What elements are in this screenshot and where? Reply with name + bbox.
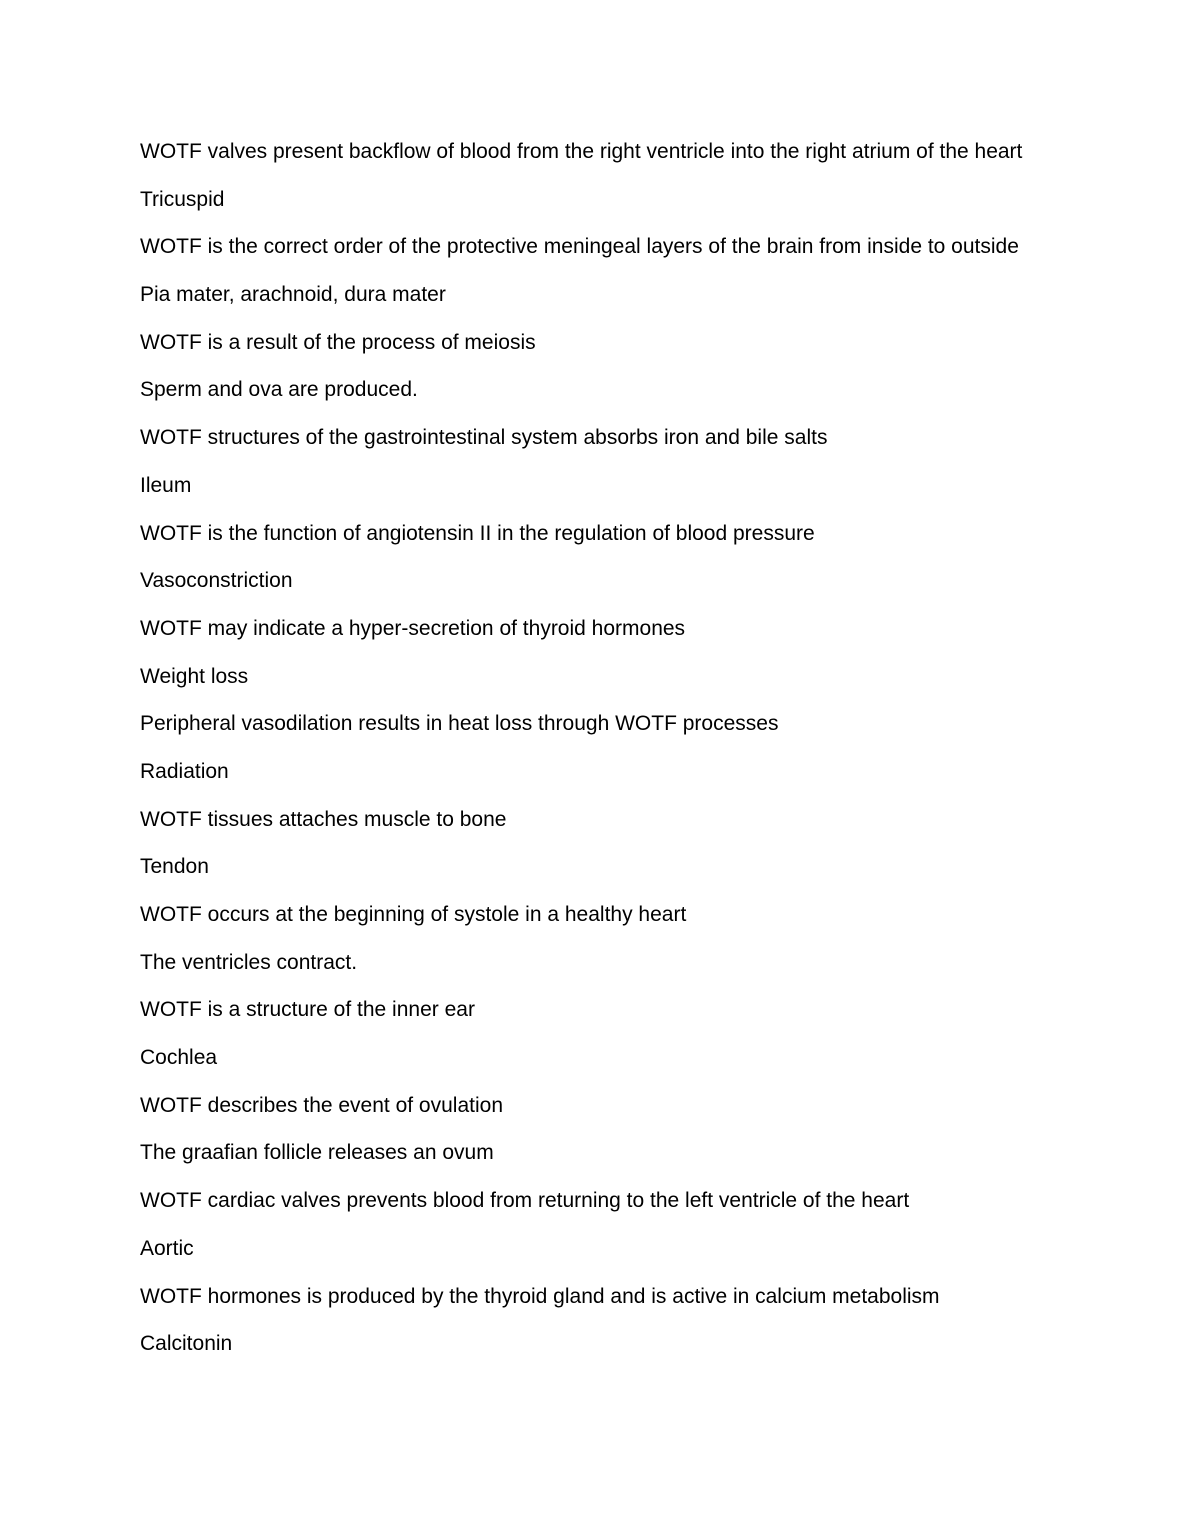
question-7: Peripheral vasodilation results in heat loss through WOTF processes — [140, 712, 779, 736]
question-11: WOTF describes the event of ovulation — [140, 1093, 503, 1117]
question-3: WOTF is a result of the process of meiosis — [140, 330, 536, 354]
answer-13: Calcitonin — [140, 1332, 233, 1356]
question-8: WOTF tissues attaches muscle to bone — [140, 807, 507, 831]
answer-10: Cochlea — [140, 1046, 218, 1070]
question-4: WOTF structures of the gastrointestinal system absorbs iron and bile salts — [140, 426, 828, 450]
answer-6: Weight loss — [140, 664, 249, 688]
answer-1: Tricuspid — [140, 187, 225, 211]
question-2: WOTF is the correct order of the protective meningeal layers of the brain from inside to outside — [140, 235, 1019, 259]
answer-11: The graafian follicle releases an ovum — [140, 1141, 494, 1165]
question-9: WOTF occurs at the beginning of systole in a healthy heart — [140, 903, 687, 926]
answer-3: Sperm and ova are produced. — [140, 378, 418, 402]
answer-9: The ventricles contract. — [140, 950, 358, 974]
question-5: WOTF is the function of angiotensin II in the regulation of blood pressure — [140, 521, 815, 545]
question-6: WOTF may indicate a hyper-secretion of thyroid hormones — [140, 616, 686, 640]
question-12: WOTF cardiac valves prevents blood from returning to the left ventricle of the heart — [140, 1189, 910, 1213]
answer-12: Aortic — [140, 1236, 194, 1260]
answer-5: Vasoconstriction — [140, 569, 293, 593]
answer-4: Ileum — [140, 473, 192, 497]
question-1: WOTF valves present backflow of blood from the right ventricle into the right atrium of the heart — [140, 140, 1023, 163]
question-10: WOTF is a structure of the inner ear — [140, 998, 475, 1022]
answer-7: Radiation — [140, 759, 229, 783]
answer-2: Pia mater, arachnoid, dura mater — [140, 283, 446, 307]
question-13: WOTF hormones is produced by the thyroid gland and is active in calcium metabolism — [140, 1284, 940, 1308]
question-answer-list — [140, 136, 1140, 1376]
answer-8: Tendon — [140, 855, 209, 879]
